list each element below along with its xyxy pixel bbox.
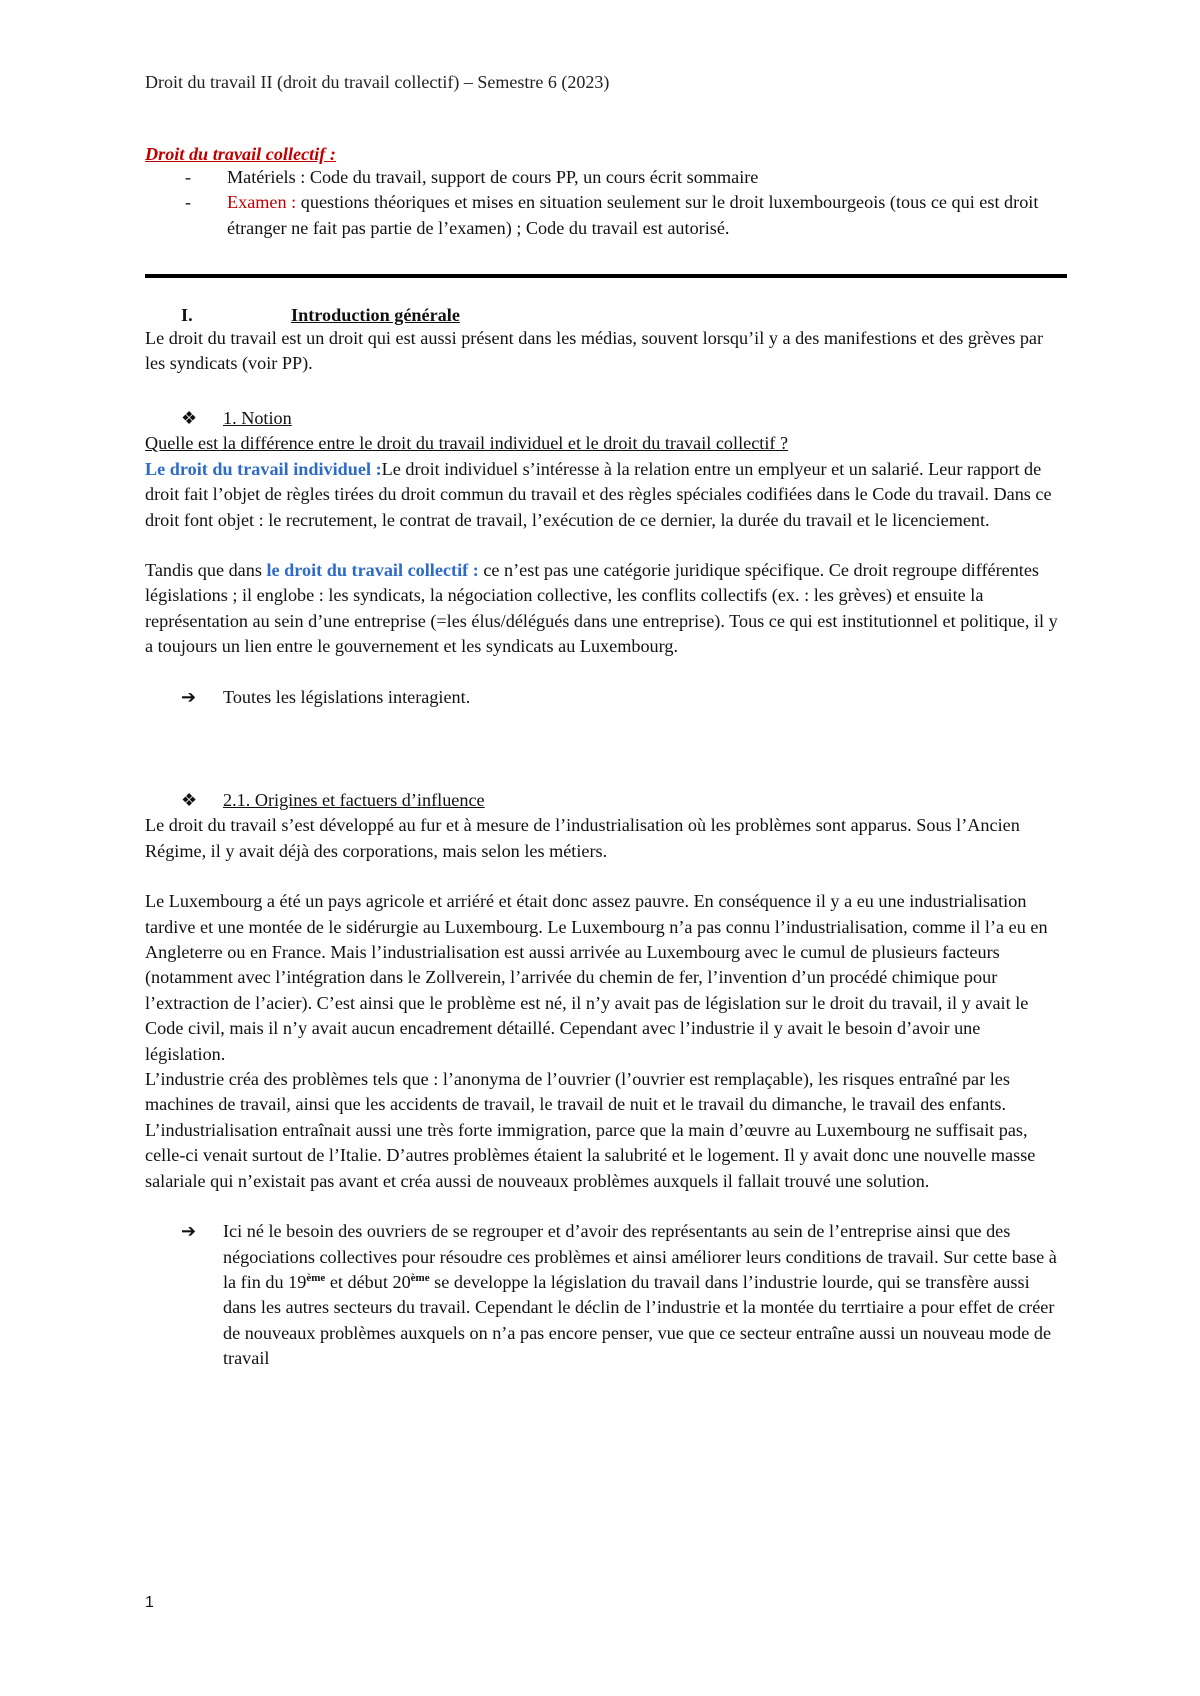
- section-notion: [145, 406, 1065, 710]
- arrow-right-icon: ➔: [181, 686, 197, 707]
- list-item: [145, 165, 1065, 190]
- collective-law-paragraph: Tandis que dans le droit du travail collectif : ce n’est pas une catégorie juridique spécifique. Ce droit regroupe différentes législations ; il englobe : les syndicats, la négociation collective, les conflits collectifs (ex. : les grèves) et ensuite la représentation au sein d’une entreprise (=les élus/délégués dans une entreprise). Tous ce qui est institutionnel et politique, il y a toujours un lien entre le gouvernement et les syndicats au Luxembourg.: [145, 560, 1058, 657]
- origins-paragraph-3: L’industrie créa des problèmes tels que : l’anonyma de l’ouvrier (l’ouvrier est remplaçable), les risques entraîné par les machines de travail, ainsi que les accidents de travail, le travail de nuit et le travail du dimanche, le travail des enfants. L’industrialisation entraînait aussi une très forte immigration, parce que la main d’œuvre au Luxembourg ne suffisait pas, celle-ci venait surtout de l’Italie. D’autres problèmes étaient la salubrité et le logement. Il y avait donc une nouvelle masse salariale qui n’existait pas avant et créa aussi de nouveaux problèmes auxquels il fallait trouvé une solution.: [145, 1069, 1036, 1191]
- conclusion-line: ➔ Toutes les législations interagient.: [145, 685, 1065, 710]
- exam-label: Examen :: [227, 192, 297, 213]
- intro-paragraph: Le droit du travail est un droit qui est aussi présent dans les médias, souvent lorsqu’il y a des manifestions et des grèves par les syndicats (voir PP).: [145, 328, 1044, 374]
- section-heading: [145, 305, 1065, 326]
- notion-heading: ❖ 1. Notion: [145, 406, 1065, 431]
- origins-paragraph-2: Le Luxembourg a été un pays agricole et arriéré et était donc assez pauvre. En conséquence il y a eu une industrialisation tardive et une montée de le sidérurgie au Luxembourg. Le Luxembourg n’a pas connu l’industrialisation, comme il l’a eu en Angleterre ou en France. Mais l’industrialisation est aussi arrivée au Luxembourg avec le cumul de plusieurs facteurs (notamment avec l’intégration dans le Zollverein, l’arrivée du chemin de fer, l’invention d’un procédé chimique pour l’extraction de l’acier). C’est ainsi que le problème est né, il n’y avait pas de législation sur le droit du travail, il y avait le Code civil, mais il n’y avait aucun encadrement détaillé. Cependant avec l’industrie il y avait le besoin d’avoir une législation.: [145, 891, 1048, 1064]
- origins-conclusion: ➔ Ici né le besoin des ouvriers de se regrouper et d’avoir des représentants au sein de l’entreprise ainsi que des négociations collectives pour résoudre ces problèmes et ainsi améliorer leurs conditions de travail. Sur cette base à la fin du 19ème et début 20ème se developpe la législation du travail dans l’industrie lourde, qui se transfère aussi dans les autres secteurs du travail. Cependant le déclin de l’industrie et la montée du terrtiaire a pour effet de créer de nouveaux problèmes auxquels on n’a pas encore penser, vue que ce secteur entraîne aussi un nouveau mode de travail: [145, 1219, 1065, 1371]
- notion-question: Quelle est la différence entre le droit du travail individuel et le droit du travail collectif ?: [145, 433, 789, 454]
- dash-marker: -: [185, 167, 192, 187]
- diamond-bullet-icon: ❖: [181, 408, 198, 428]
- individual-law-paragraph: Le droit du travail individuel :Le droit individuel s’intéresse à la relation entre un emplyeur et un salarié. Leur rapport de droit fait l’objet de règles tirées du droit commun du travail et des règles spéciales codifiées dans le Code du travail. Dans ce droit font objet : le recrutement, le contrat de travail, l’exécution de ce dernier, la durée du travail et le licenciement.: [145, 458, 1052, 530]
- list-item: [145, 190, 1065, 241]
- page-header: Droit du travail II (droit du travail collectif) – Semestre 6 (2023): [145, 72, 610, 92]
- dash-marker: -: [185, 192, 192, 213]
- intro-box: [145, 144, 1065, 241]
- collective-law-title: Droit du travail collectif :: [145, 144, 336, 164]
- arrow-right-icon: ➔: [181, 1221, 197, 1242]
- origins-paragraph-1: Le droit du travail s’est développé au fur et à mesure de l’industrialisation où les problèmes sont apparus. Sous l’Ancien Régime, il y avait déjà des corporations, mais selon les métiers.: [145, 815, 1020, 861]
- materials-text: Matériels : Code du travail, support de cours PP, un cours écrit sommaire: [227, 167, 759, 187]
- section-number: I.: [181, 305, 193, 325]
- diamond-bullet-icon: ❖: [181, 790, 198, 810]
- section-title: Introduction générale: [291, 305, 460, 325]
- page-number: 1: [145, 1594, 154, 1611]
- horizontal-rule: [145, 274, 1067, 278]
- exam-text: Examen : questions théoriques et mises en situation seulement sur le droit luxembourgeois (tous ce qui est droit étranger ne fait pas partie de l’examen) ; Code du travail est autorisé.: [227, 192, 1039, 238]
- origins-heading: ❖ 2.1. Origines et factuers d’influence: [145, 788, 1065, 813]
- section-introduction: [145, 305, 1065, 377]
- section-origins: [145, 788, 1065, 1372]
